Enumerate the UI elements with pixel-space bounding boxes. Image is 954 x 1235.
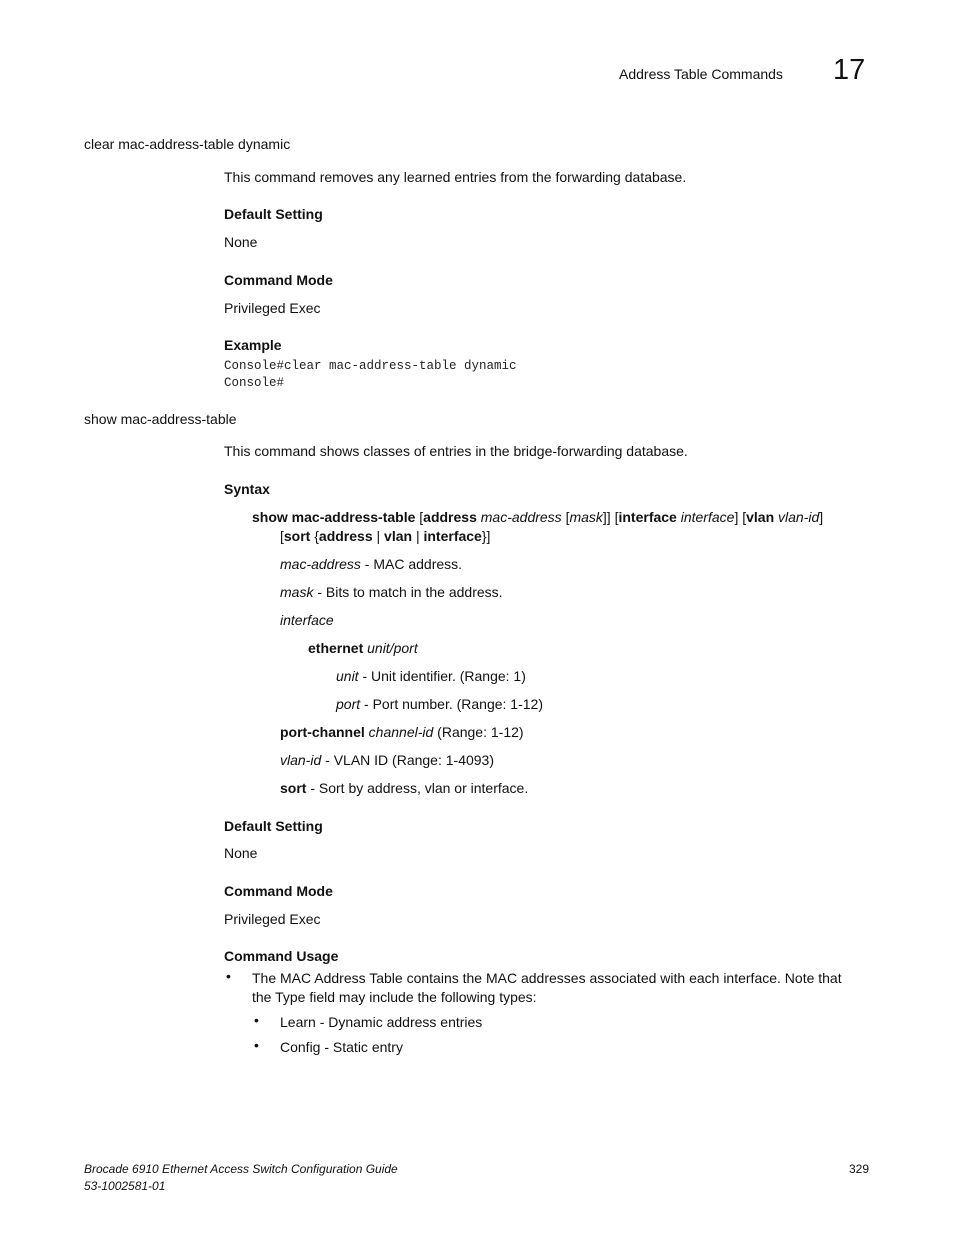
bullet-icon: • (254, 1012, 259, 1028)
syntax-line-1 (252, 509, 823, 525)
syntax-keyword: sort (283, 528, 311, 544)
param-term: unit (336, 668, 359, 684)
param-description: - Sort by address, vlan or interface. (306, 780, 529, 796)
running-header-title: Address Table Commands (619, 66, 783, 82)
param-keyword: sort (280, 780, 307, 796)
usage-text-line: the Type field may include the following types: (252, 989, 537, 1005)
syntax-text: [ (415, 509, 424, 525)
command-heading-clear: clear mac-address-table dynamic (84, 136, 291, 152)
syntax-keyword: interface (423, 528, 482, 544)
param-interface (280, 612, 334, 628)
syntax-text: ] [ (734, 509, 747, 525)
syntax-keyword: address (318, 528, 373, 544)
usage-text-line: The MAC Address Table contains the MAC addresses associated with each interface. Note that (252, 970, 842, 986)
param-term: vlan-id (280, 752, 322, 768)
param-mac-address (280, 556, 462, 572)
syntax-argument: mask (569, 509, 603, 525)
command-mode-value: Privileged Exec (224, 911, 321, 927)
param-description: - Unit identifier. (Range: 1) (358, 668, 526, 684)
syntax-argument: mac-address (480, 509, 562, 525)
bullet-icon: • (226, 968, 231, 984)
param-term: port (336, 696, 361, 712)
chapter-number: 17 (833, 54, 866, 86)
syntax-argument: vlan-id (778, 509, 820, 525)
param-vlan-id (280, 752, 494, 768)
param-description: - MAC address. (360, 556, 463, 572)
command-description: This command shows classes of entries in the bridge-forwarding database. (224, 443, 688, 459)
example-code-line: Console#clear mac-address-table dynamic (224, 359, 517, 373)
command-usage-heading: Command Usage (224, 948, 339, 964)
param-unit (336, 668, 526, 684)
syntax-text: }] (481, 528, 491, 544)
syntax-text: | (412, 528, 424, 544)
example-heading: Example (224, 337, 282, 353)
param-argument: channel-id (364, 724, 434, 740)
command-mode-heading: Command Mode (224, 272, 333, 288)
bullet-icon: • (254, 1037, 259, 1053)
command-mode-heading: Command Mode (224, 883, 333, 899)
param-ethernet (308, 640, 418, 656)
syntax-keyword: address (423, 509, 477, 525)
example-code-line: Console# (224, 376, 285, 390)
default-setting-value: None (224, 234, 258, 250)
param-port (336, 696, 543, 712)
footer-page-number: 329 (849, 1162, 870, 1176)
param-mask (280, 584, 503, 600)
syntax-argument: interface (680, 509, 735, 525)
footer-doc-number: 53-1002581-01 (84, 1179, 166, 1193)
param-description: - VLAN ID (Range: 1-4093) (321, 752, 494, 768)
syntax-heading: Syntax (224, 481, 270, 497)
param-sort (280, 780, 528, 796)
param-term: mac-address (280, 556, 361, 572)
usage-sub-item: Learn - Dynamic address entries (280, 1014, 483, 1030)
syntax-keyword: interface (618, 509, 677, 525)
syntax-text: ]] [ (602, 509, 619, 525)
param-term: mask (280, 584, 314, 600)
usage-sub-item: Config - Static entry (280, 1039, 403, 1055)
param-term: interface (280, 612, 334, 628)
param-port-channel (280, 724, 524, 740)
command-description: This command removes any learned entries from the forwarding database. (224, 169, 687, 185)
default-setting-value: None (224, 845, 258, 861)
syntax-text: | (372, 528, 385, 544)
footer-doc-title: Brocade 6910 Ethernet Access Switch Configuration Guide (84, 1162, 398, 1176)
param-keyword: ethernet (308, 640, 364, 656)
command-mode-value: Privileged Exec (224, 300, 321, 316)
syntax-text: [ (280, 528, 284, 544)
param-keyword: port-channel (280, 724, 365, 740)
param-description: (Range: 1-12) (433, 724, 524, 740)
command-heading-show: show mac-address-table (84, 411, 237, 427)
param-description: - Port number. (Range: 1-12) (360, 696, 543, 712)
default-setting-heading: Default Setting (224, 818, 323, 834)
syntax-keyword: vlan (384, 528, 413, 544)
syntax-line-2 (280, 528, 490, 544)
syntax-keyword: show mac-address-table (252, 509, 416, 525)
syntax-text: [ (561, 509, 570, 525)
default-setting-heading: Default Setting (224, 206, 323, 222)
syntax-text: ] (819, 509, 824, 525)
syntax-keyword: vlan (746, 509, 775, 525)
param-description: - Bits to match in the address. (313, 584, 503, 600)
syntax-text: { (310, 528, 319, 544)
param-argument: unit/port (363, 640, 418, 656)
